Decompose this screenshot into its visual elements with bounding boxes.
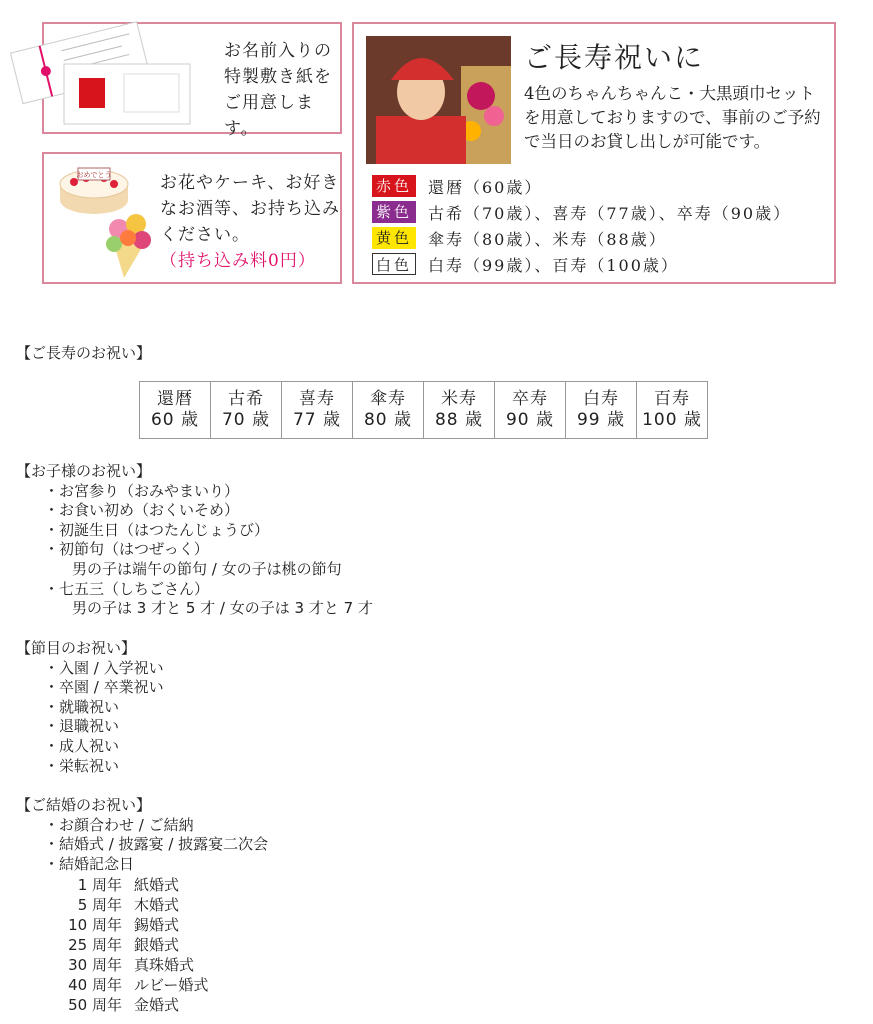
anniversary-year: 10 周年 [68, 916, 122, 934]
carry-in-box [42, 152, 342, 284]
anniversary-name: ルビー婚式 [134, 976, 209, 994]
color-row-red [372, 174, 542, 198]
milestones-section [16, 639, 164, 776]
age-cell: 還暦 60 歳 [140, 382, 211, 439]
age-cell: 喜寿 77 歳 [282, 382, 353, 439]
anniversary-name: 真珠婚式 [134, 956, 195, 974]
list-subitem: 男の子は 3 才と 5 才 / 女の子は 3 才と 7 才 [72, 599, 373, 618]
text-line: ください。 [160, 225, 250, 245]
list-item: ・成人祝い [44, 736, 120, 755]
list-item: ・七五三（しちごさん） [44, 579, 210, 598]
name-paper-text [224, 38, 340, 142]
color-badge: 紫色 [372, 201, 416, 223]
anniversary-row [56, 915, 208, 935]
longevity-description: 4色のちゃんちゃんこ・大黒頭巾セットを用意しておりますので、事前のご予約で当日のお貸し出しが可能です。 [524, 84, 821, 151]
section-heading: 【節目のお祝い】 [16, 639, 137, 657]
longevity-box [352, 22, 836, 284]
color-badge: 黄色 [372, 227, 416, 249]
age-cell: 傘寿 80 歳 [353, 382, 424, 439]
anniversary-list [56, 875, 208, 1015]
list-item: ・就職祝い [44, 697, 120, 716]
anniversary-year: 40 周年 [68, 976, 122, 994]
color-row-text: 傘寿（80歳）、米寿（88歳） [428, 229, 667, 249]
longevity-section-heading: 【ご長寿のお祝い】 [16, 344, 152, 362]
age-cell: 卒寿 90 歳 [495, 382, 566, 439]
color-row-yellow [372, 226, 667, 250]
age-cell: 百寿 100 歳 [637, 382, 708, 439]
list-item: ・お顔合わせ / ご結納 [44, 815, 194, 834]
name-paper-illustration [4, 20, 204, 132]
section-heading: 【お子様のお祝い】 [16, 462, 152, 480]
list-item: ・栄転祝い [44, 756, 120, 775]
anniversary-row [56, 975, 208, 995]
text-line: お花やケーキ、お好き [160, 173, 340, 193]
anniversary-year: 50 周年 [68, 996, 122, 1014]
children-section [16, 462, 373, 619]
color-row-text: 古希（70歳）、喜寿（77歳）、卒寿（90歳） [428, 203, 792, 223]
age-cell: 米寿 88 歳 [424, 382, 495, 439]
anniversary-row [56, 935, 208, 955]
color-badge: 白色 [372, 253, 416, 275]
list-item: ・卒園 / 卒業祝い [44, 678, 164, 697]
text-line: なお酒等、お持ち込み [160, 199, 340, 219]
age-cell: 白寿 99 歳 [566, 382, 637, 439]
anniversary-row [56, 895, 208, 915]
cake-label: おめでとう [76, 171, 112, 179]
anniversary-name: 銀婚式 [134, 936, 180, 954]
list-item: ・お食い初め（おくいそめ） [44, 501, 240, 520]
longevity-age-table [139, 381, 708, 439]
name-paper-box [42, 22, 342, 139]
list-item: ・結婚式 / 披露宴 / 披露宴二次会 [44, 835, 269, 854]
anniversary-row [56, 995, 208, 1015]
list-item: ・入園 / 入学祝い [44, 658, 164, 677]
list-item: ・初節句（はつぜっく） [44, 540, 209, 559]
text-line: ご用意します。 [224, 93, 314, 139]
color-row-text: 白寿（99歳）、百寿（100歳） [428, 255, 679, 275]
section-heading: 【ご結婚のお祝い】 [16, 796, 152, 814]
wedding-section [16, 796, 268, 874]
anniversary-year: 25 周年 [68, 936, 122, 954]
carry-in-fee: （持ち込み料0円） [160, 251, 316, 271]
list-item: ・初誕生日（はつたんじょうび） [44, 520, 270, 539]
anniversary-name: 金婚式 [134, 996, 180, 1014]
longevity-title: ご長寿祝いに [524, 41, 705, 74]
color-row-purple [372, 200, 791, 224]
age-cell: 古希 70 歳 [211, 382, 282, 439]
carry-in-text [160, 170, 340, 274]
anniversary-name: 紙婚式 [134, 876, 180, 894]
longevity-photo [366, 36, 511, 164]
list-item: ・退職祝い [44, 717, 120, 736]
text-line: 特製敷き紙を [224, 67, 332, 87]
color-row-text: 還暦（60歳） [428, 177, 543, 197]
anniversary-name: 木婚式 [134, 896, 180, 914]
list-subitem: 男の子は端午の節句 / 女の子は桃の節句 [72, 559, 342, 578]
list-item: ・結婚記念日 [44, 854, 135, 873]
anniversary-year: 30 周年 [68, 956, 122, 974]
color-row-white [372, 252, 679, 276]
color-badge: 赤色 [372, 175, 416, 197]
anniversary-year: 5 周年 [77, 896, 122, 914]
bouquet-illustration [94, 204, 164, 280]
anniversary-year: 1 周年 [77, 876, 122, 894]
text-line: お名前入りの [224, 41, 332, 61]
list-item: ・お宮参り（おみやまいり） [44, 481, 240, 500]
anniversary-row [56, 875, 208, 895]
anniversary-row [56, 955, 208, 975]
anniversary-name: 錫婚式 [134, 916, 180, 934]
